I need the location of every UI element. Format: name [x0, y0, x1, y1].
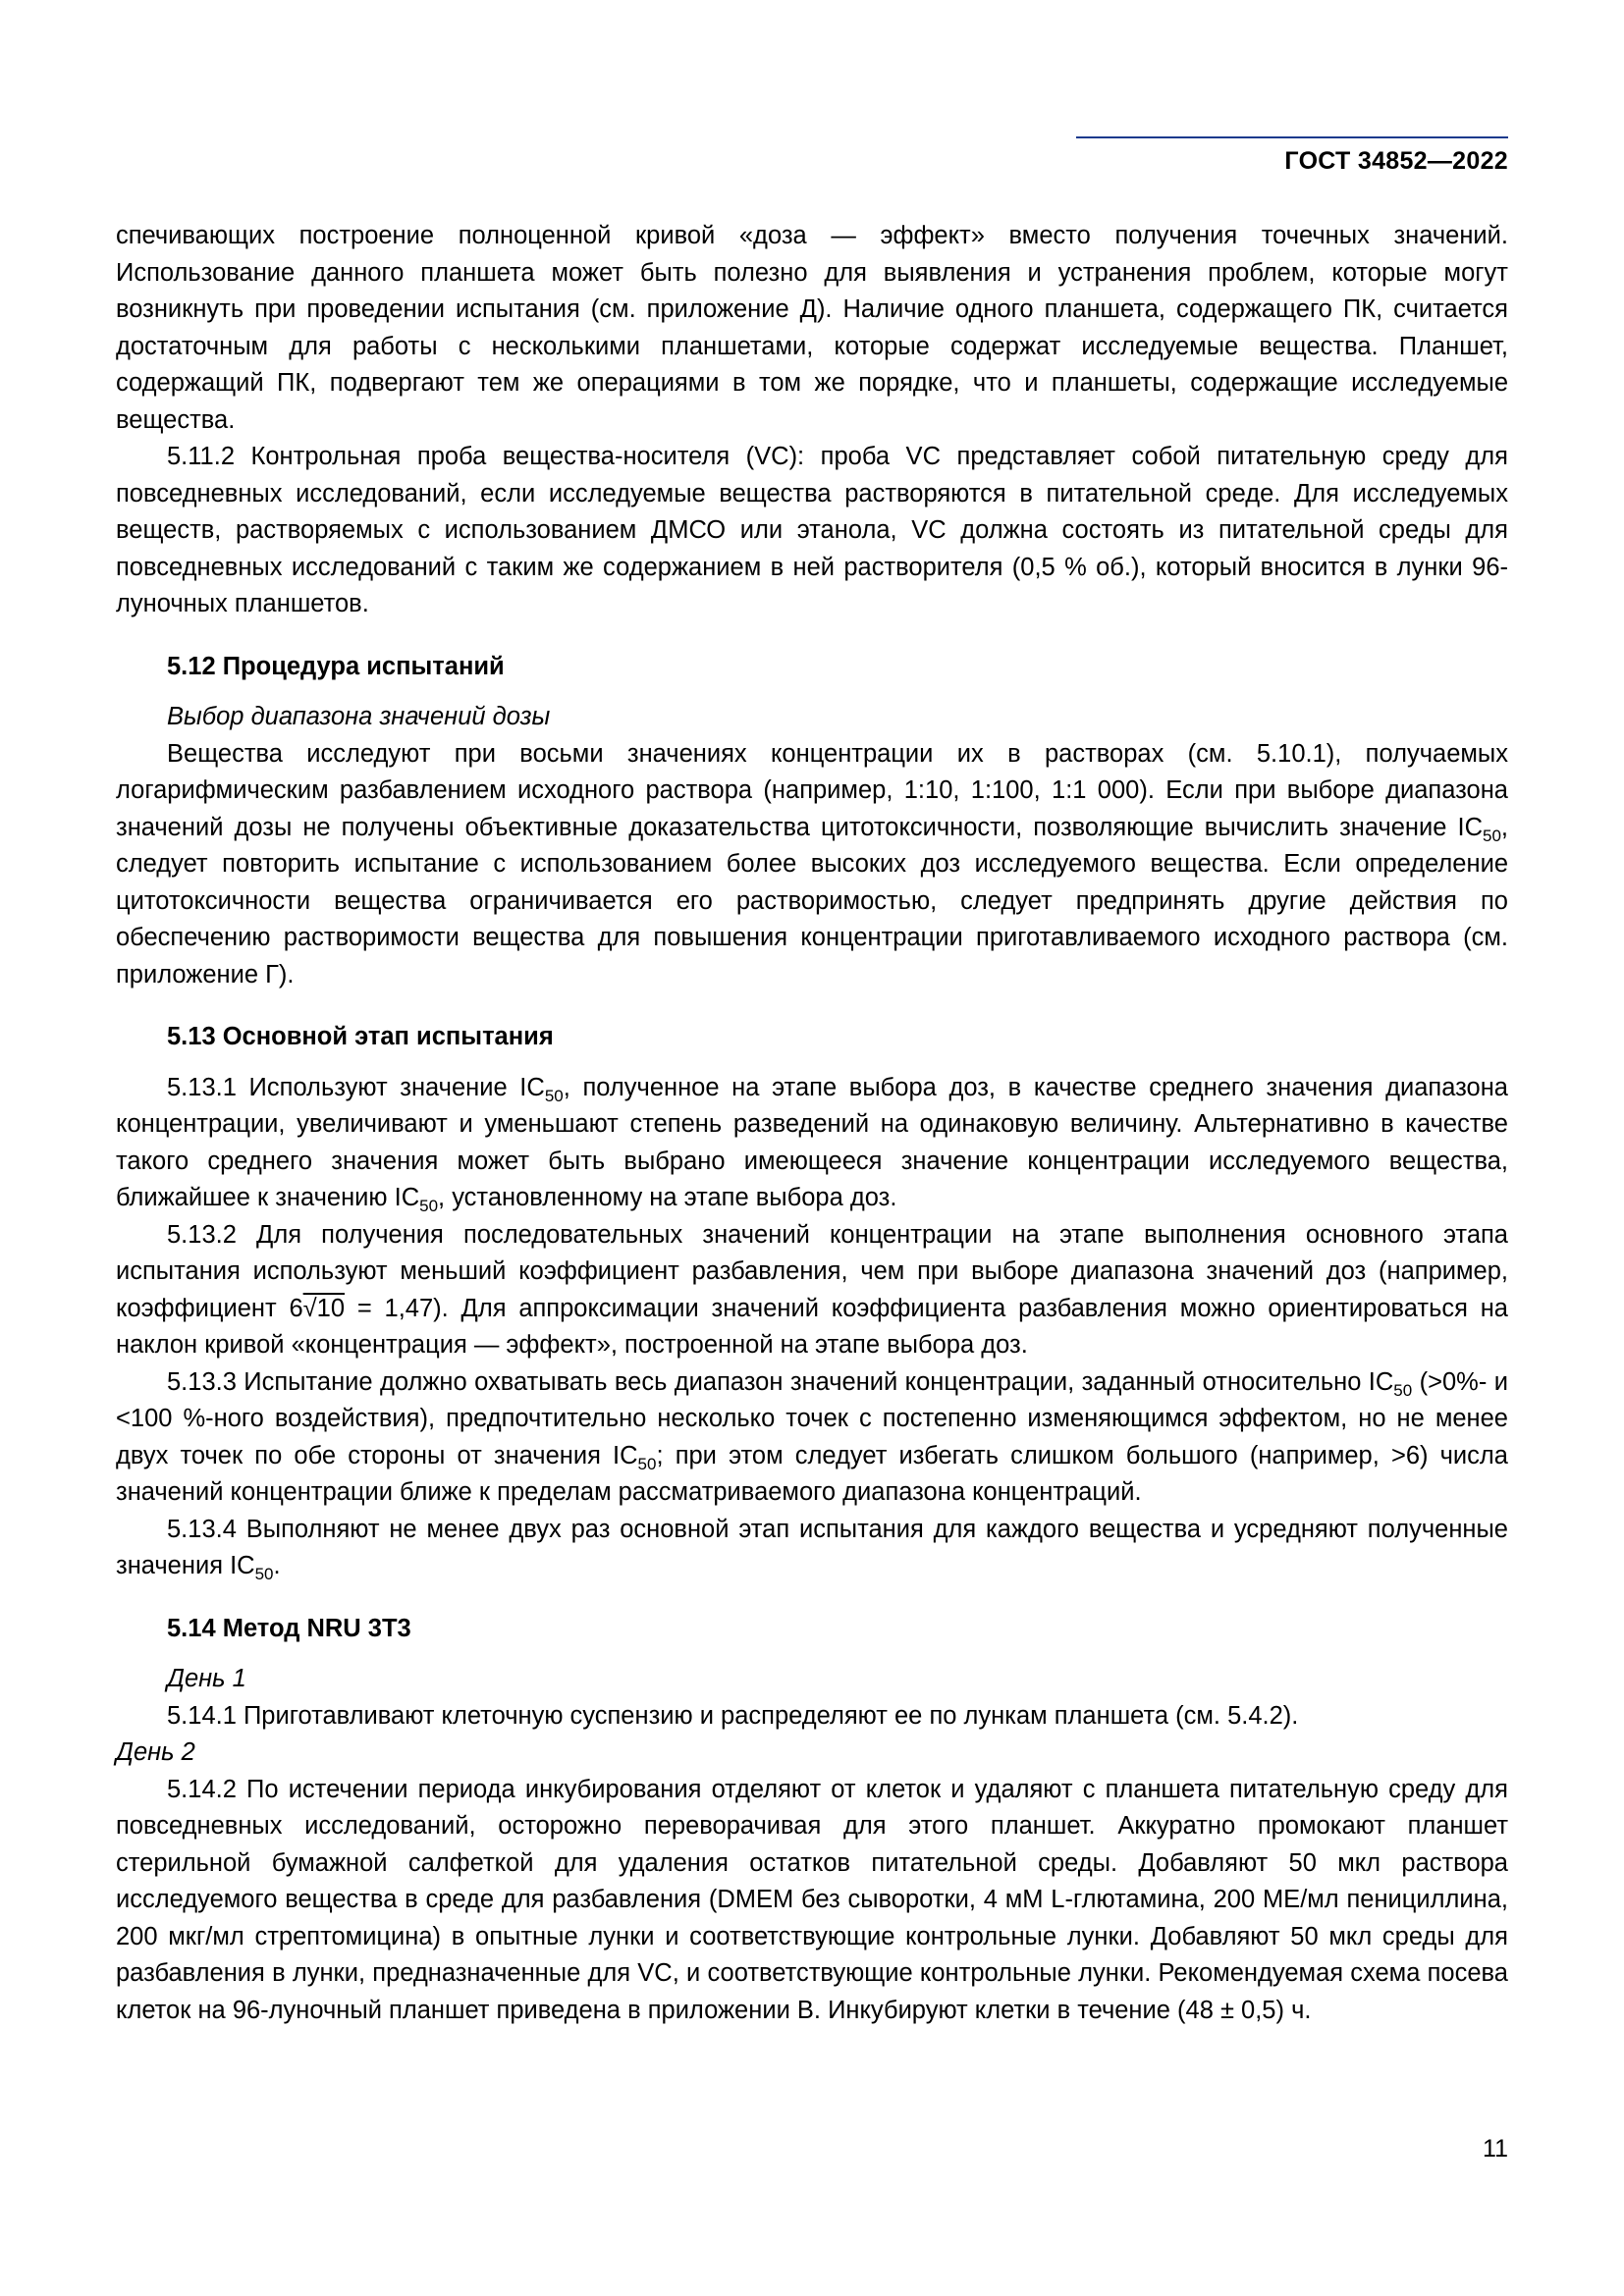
header-rule [1076, 136, 1508, 138]
paragraph-5-13-1-part2: , полученное на этапе выбора доз, в качестве среднего значения диапазона концентрации, увеличивают и уменьшают степень разведений на одинаковую величину. Альтернативно в качестве такого среднего значения может быть выбрано имеющееся значение концентрации исследуемого вещества, ближайшее к значению IC [116, 1073, 1508, 1211]
paragraph-5-13-1-part3: , установленному на этапе выбора доз. [438, 1184, 897, 1211]
paragraph-5-14-2: 5.14.2 По истечении периода инкубирования отделяют от клеток и удаляют с планшета питательную среду для повседневных исследований, осторожно переворачивая для этого планшет. Аккуратно промокают планшет стерильной бумажной салфеткой для удаления остатков питательной среды. Добавляют 50 мкл раствора исследуемого вещества в среде для разбавления (DMEM без сыворотки, 4 мМ L-глютамина, 200 МЕ/мл пенициллина, 200 мкг/мл стрептомицина) в опытные лунки и соответствующие контрольные лунки. Добавляют 50 мкл среды для разбавления в лунки, предназначенные для VC, и соответствующие контрольные лунки. Рекомендуемая схема посева клеток на 96-луночный планшет приведена в приложении В. Инкубируют клетки в течение (48 ± 0,5) ч. [116, 1775, 1508, 2024]
document-body [116, 218, 1508, 2029]
heading-5-14: 5.14 Метод NRU 3T3 [167, 1614, 411, 1642]
ic50-subscript: 50 [637, 1454, 657, 1473]
paragraph-5-13-4-part1: 5.13.4 Выполняют не менее двух раз основной этап испытания для каждого вещества и усредняют полученные значения IC [116, 1515, 1508, 1579]
ic50-subscript: 50 [1393, 1380, 1413, 1400]
paragraph-5-13-1 [116, 1070, 1508, 1217]
paragraph-5-13-3-part1: 5.13.3 Испытание должно охватывать весь диапазон значений концентрации, заданный относительно IC [167, 1367, 1394, 1396]
heading-5-12: 5.12 Процедура испытаний [167, 652, 505, 680]
paragraph-5-13-4-part2: . [273, 1552, 281, 1579]
paragraph-5-13-3 [116, 1364, 1508, 1512]
ic50-subscript: 50 [544, 1086, 564, 1105]
paragraph-5-13-2-part2: = 1,47). Для аппроксимации значений коэффициента разбавления можно ориентироваться на наклон кривой «концентрация — эффект», построенной на этапе выбора доз. [116, 1294, 1508, 1359]
paragraph-5-13-3-part3: ; при этом следует избегать слишком большого (например, >6) числа значений концентрации ближе к пределам рассматриваемого диапазона концентраций. [116, 1441, 1508, 1506]
subheading-dose-range: Выбор диапазона значений дозы [167, 703, 551, 730]
paragraph-5-13-2 [116, 1217, 1508, 1364]
paragraph-5-11-2: 5.11.2 Контрольная проба вещества-носителя (VC): проба VC представляет собой питательную среду для повседневных исследований, если исследуемые вещества растворяются в питательной среде. Для исследуемых веществ, растворяемых с использованием ДМСО или этанола, VC должна состоять из питательной среды для повседневных исследований с таким же содержанием в ней растворителя (0,5 % об.), который вносится в лунки 96-луночных планшетов. [116, 443, 1508, 617]
ic50-subscript: 50 [419, 1197, 439, 1216]
ic50-subscript: 50 [254, 1565, 274, 1584]
page-number: 11 [1483, 2135, 1508, 2163]
paragraph-5-13-3-part2: (>0%- и <100 %-ного воздействия), предпочтительно несколько точек с постепенно изменяющимся эффектом, но не менее двух точек по обе стороны от значения IC [116, 1367, 1508, 1469]
paragraph-5-13-1-part1: 5.13.1 Используют значение IC [167, 1073, 545, 1101]
radical-expression: √10 [302, 1294, 345, 1322]
paragraph-5-13-4 [116, 1512, 1508, 1585]
document-header-title: ГОСТ 34852—2022 [1284, 147, 1508, 175]
heading-5-13: 5.13 Основной этап испытания [167, 1023, 554, 1050]
paragraph-5-13-2-part1: 5.13.2 Для получения последовательных значений концентрации на этапе выполнения основного этапа испытания используют меньший коэффициент разбавления, чем при выборе диапазона значений доз (например, коэффициент 6 [116, 1220, 1508, 1322]
paragraph-dose-range-part1: Вещества исследуют при восьми значениях концентрации их в растворах (см. 5.10.1), получаемых логарифмическим разбавлением исходного раствора (например, 1:10, 1:100, 1:1 000). Если при выборе диапазона значений дозы не получены объективные доказательства цитотоксичности, позволяющие вычислить значение IC [116, 739, 1508, 841]
subheading-day-1: День 1 [167, 1665, 246, 1692]
ic50-subscript: 50 [1482, 826, 1501, 845]
paragraph-5-14-1: 5.14.1 Приготавливают клеточную суспензию и распределяют ее по лункам планшета (см. 5.4.2). [167, 1701, 1299, 1730]
paragraph-continued: спечивающих построение полноценной кривой «доза — эффект» вместо получения точечных значений. Использование данного планшета может быть полезно для выявления и устранения проблем, которые могут возникнуть при проведении испытания (см. приложение Д). Наличие одного планшета, содержащего ПК, считается достаточным для работы с несколькими планшетами, которые содержат исследуемые вещества. Планшет, содержащий ПК, подвергают тем же операциями в том же порядке, что и планшеты, содержащие исследуемые вещества. [116, 222, 1508, 434]
subheading-day-2: День 2 [116, 1738, 195, 1766]
paragraph-dose-range-part2: , следует повторить испытание с использованием более высоких доз исследуемого вещества. Если определение цитотоксичности вещества ограничивается его растворимостью, следует предпринять другие действия по обеспечению растворимости вещества для повышения концентрации приготавливаемого исходного раствора (см. приложение Г). [116, 813, 1508, 988]
paragraph-dose-range-body [116, 736, 1508, 994]
